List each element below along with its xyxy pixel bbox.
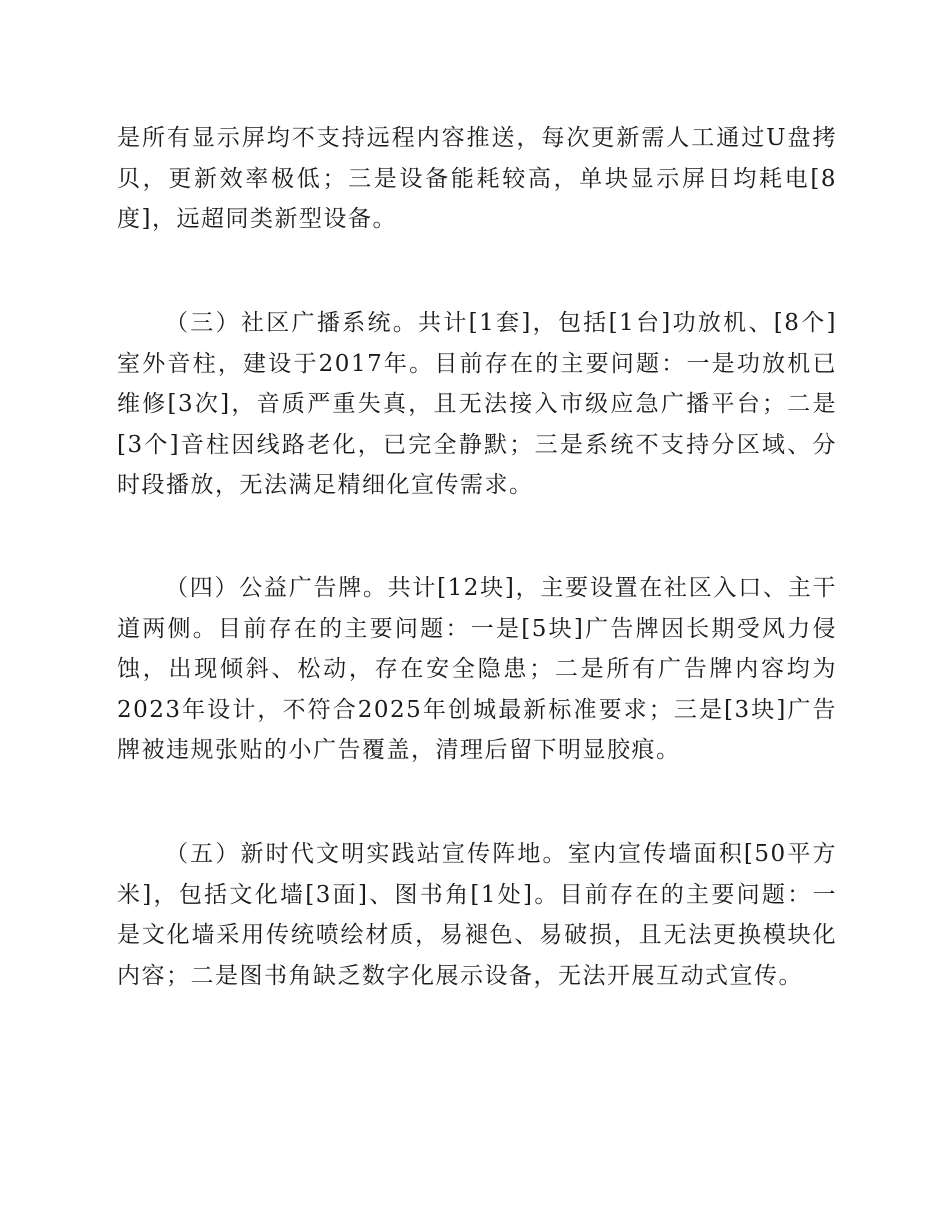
paragraph-civilization-practice-station: （五）新时代文明实践站宣传阵地。室内宣传墙面积[50平方米]，包括文化墙[3面]、图书角[1处]。目前存在的主要问题：一是文化墙采用传统喷绘材质，易褪色、易破损，且无法更换模块化内容；二是图书角缺乏数字化展示设备，无法开展互动式宣传。 bbox=[117, 841, 837, 989]
paragraph-public-billboards: （四）公益广告牌。共计[12块]，主要设置在社区入口、主干道两侧。目前存在的主要问题：一是[5块]广告牌因长期受风力侵蚀，出现倾斜、松动，存在安全隐患；二是所有广告牌内容均为2023年设计，不符合2025年创城最新标准要求；三是[3块]广告牌被违规张贴的小广告覆盖，清理后留下明显胶痕。 bbox=[117, 575, 837, 763]
paragraph-display-screens-continued: 是所有显示屏均不支持远程内容推送，每次更新需人工通过U盘拷贝，更新效率极低；三是设备能耗较高，单块显示屏日均耗电[8度]，远超同类新型设备。 bbox=[117, 125, 837, 232]
paragraph-community-broadcast-system: （三）社区广播系统。共计[1套]，包括[1台]功放机、[8个]室外音柱，建设于2017年。目前存在的主要问题：一是功放机已维修[3次]，音质严重失真，且无法接入市级应急广播平台；二是[3个]音柱因线路老化，已完全静默；三是系统不支持分区域、分时段播放，无法满足精细化宣传需求。 bbox=[117, 310, 837, 498]
